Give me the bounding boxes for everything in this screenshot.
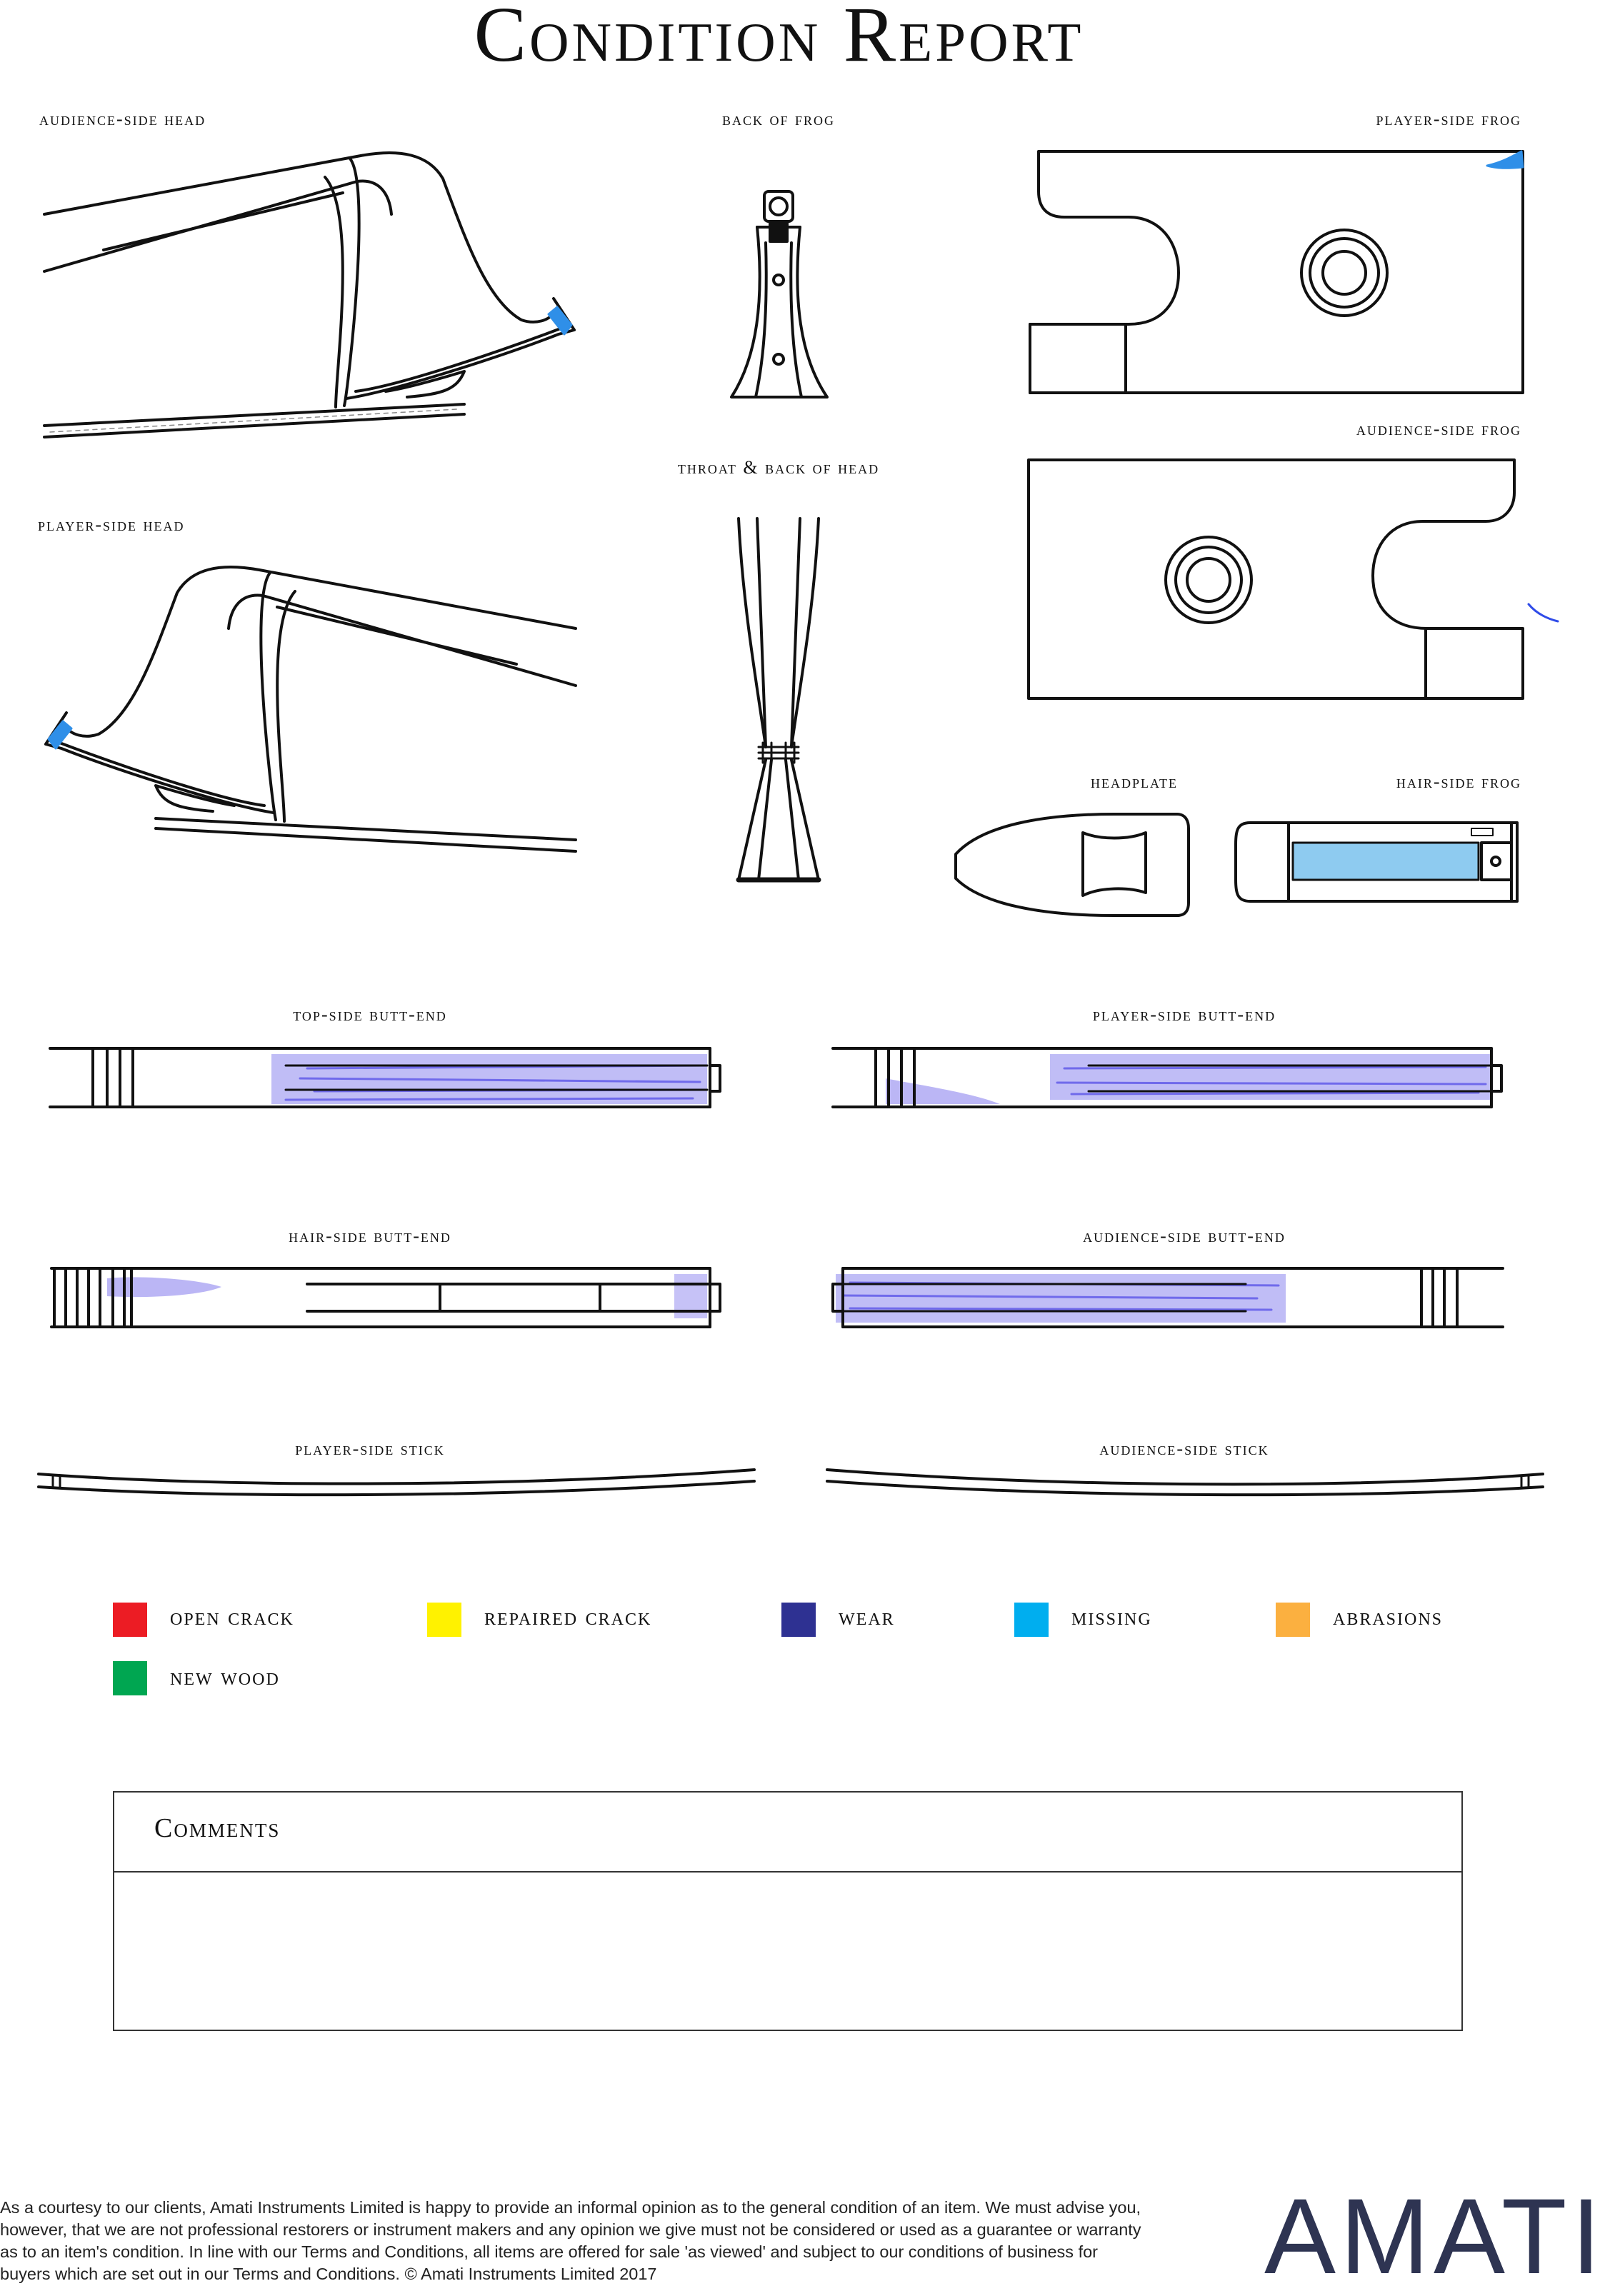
amati-logo: AMATI <box>1264 2176 1605 2296</box>
comments-title: Comments <box>154 1813 281 1843</box>
audience-side-head-drawing <box>44 153 574 437</box>
legend-label-wear: wear <box>839 1604 895 1630</box>
hair-side-frog-drawing <box>1236 823 1517 901</box>
disclaimer-text: As a courtesy to our clients, Amati Instruments Limited is happy to provide an informal opinion as to the general condition of an item. We must advise you, however, that we are not professional restorers or instrument makers and any opinion we give must not be considered or used as a guarantee or warranty as to an item's condition. In line with our Terms and Conditions, all items are offered for sale 'as viewed' and subject to our conditions of business for buyers which are set out in our Terms and Conditions. © Amati Instruments Limited 2017 <box>0 2198 1141 2283</box>
legend-swatch-abrasions <box>1276 1603 1310 1637</box>
throat-back-of-head-drawing <box>739 518 819 880</box>
back-of-frog-drawing <box>731 191 827 397</box>
label-throat-back-of-head: throat & back of head <box>677 457 880 478</box>
player-side-frog-drawing <box>1030 151 1523 393</box>
legend-swatch-new-wood <box>113 1661 147 1695</box>
hair-side-butt-end-drawing <box>51 1268 720 1327</box>
legend-swatch-open-crack <box>113 1603 147 1637</box>
audience-side-butt-end-drawing <box>833 1268 1503 1327</box>
label-hair-side-butt-end: hair-side butt-end <box>289 1225 451 1246</box>
comments-header <box>114 1793 1461 1873</box>
top-side-butt-end-drawing <box>50 1048 720 1107</box>
label-hair-side-frog: hair-side frog <box>1396 771 1521 792</box>
legend-label-new-wood: new wood <box>170 1664 280 1690</box>
audience-side-stick-drawing <box>827 1470 1543 1495</box>
label-audience-side-head: audience-side head <box>39 109 206 129</box>
legend-label-missing: missing <box>1071 1604 1152 1630</box>
label-back-of-frog: back of frog <box>721 109 836 129</box>
player-side-stick-drawing <box>39 1470 754 1495</box>
label-audience-side-frog: audience-side frog <box>1356 418 1521 439</box>
label-top-side-butt-end: top-side butt-end <box>293 1004 447 1025</box>
label-player-side-butt-end: player-side butt-end <box>1092 1004 1276 1025</box>
legend-swatch-repaired-crack <box>427 1603 461 1637</box>
audience-side-frog-drawing <box>1029 460 1558 698</box>
label-audience-side-butt-end: audience-side butt-end <box>1083 1225 1286 1246</box>
legend-label-repaired-crack: repaired crack <box>484 1604 652 1630</box>
player-side-butt-end-drawing <box>833 1048 1501 1107</box>
label-player-side-stick: player-side stick <box>295 1438 445 1459</box>
label-player-side-head: player-side head <box>38 514 185 535</box>
legend-swatch-wear <box>781 1603 816 1637</box>
label-audience-side-stick: audience-side stick <box>1099 1438 1269 1459</box>
legend-label-open-crack: open crack <box>170 1604 294 1630</box>
comments-body[interactable] <box>154 1893 1433 2015</box>
legend-label-abrasions: abrasions <box>1333 1604 1444 1630</box>
comments-box <box>113 1791 1463 2031</box>
legend-swatch-missing <box>1014 1603 1049 1637</box>
player-side-head-drawing <box>46 567 576 851</box>
page-title: Condition Report <box>474 0 1084 78</box>
label-player-side-frog: player-side frog <box>1376 109 1521 129</box>
headplate-drawing <box>956 814 1189 916</box>
label-headplate: headplate <box>1091 771 1178 792</box>
